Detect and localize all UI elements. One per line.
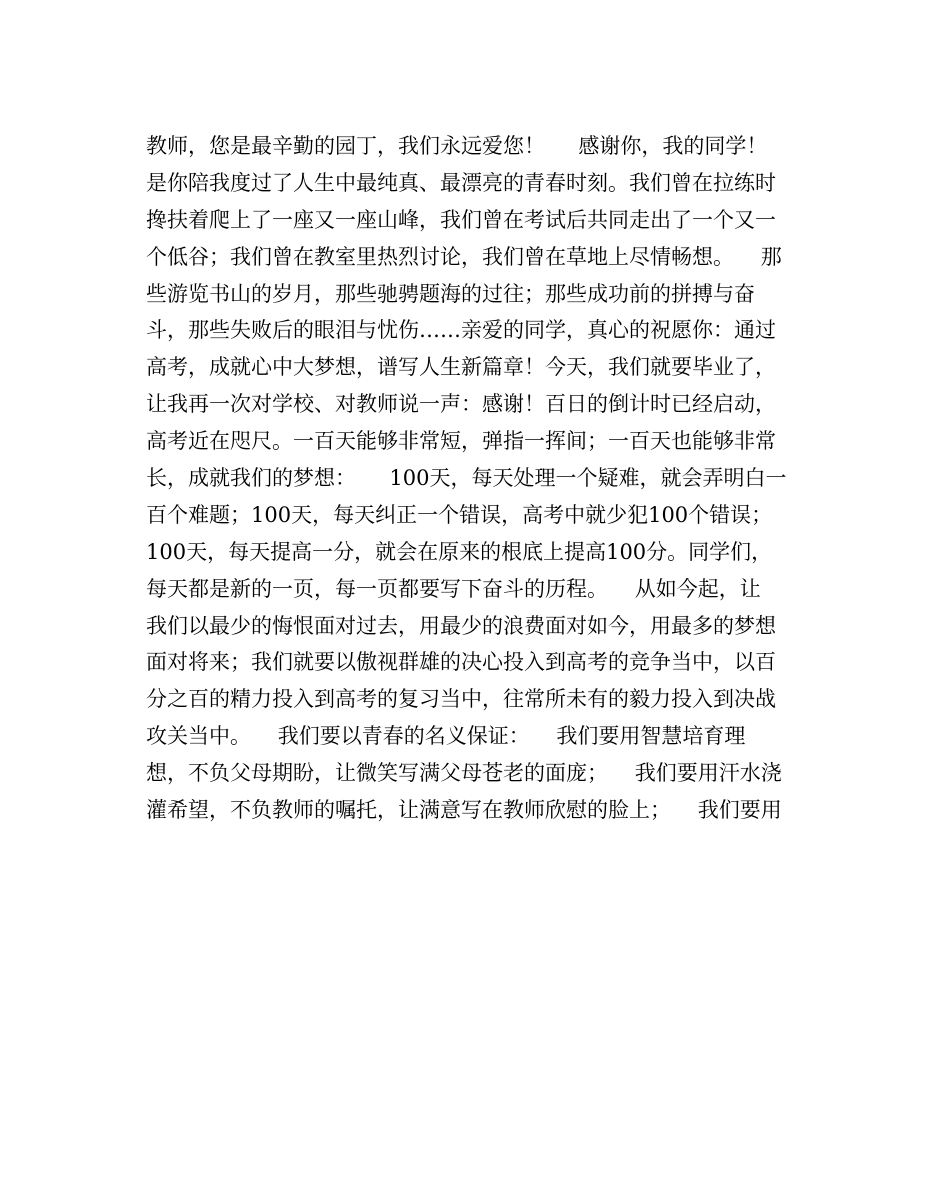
text-line: 些游览书山的岁月，那些驰骋题海的过往；那些成功前的拼搏与奋 [146, 281, 755, 306]
text-line: 我们以最少的悔恨面对过去，用最少的浪费面对如今，用最多的梦想 [146, 613, 776, 638]
text-line: 斗，那些失败后的眼泪与忧伤……亲爱的同学，真心的祝愿你：通过 [146, 318, 776, 343]
text-line: 高考，成就心中大梦想，谱写人生新篇章！今天，我们就要毕业了， [146, 355, 776, 380]
text-line: 长，成就我们的梦想： 100天，每天处理一个疑难，就会弄明白一 [146, 466, 787, 491]
text-line: 教师，您是最辛勤的园丁，我们永远爱您！ 感谢你，我的同学！ [146, 134, 768, 158]
text-line: 想，不负父母期盼，让微笑写满父母苍老的面庞； 我们要用汗水浇 [146, 761, 782, 786]
text-line: 搀扶着爬上了一座又一座山峰，我们曾在考试后共同走出了一个又一 [146, 207, 776, 232]
text-line: 攻关当中。 我们要以青春的名义保证： 我们要用智慧培育理 [146, 724, 746, 749]
text-line: 百个难题；100天，每天纠正一个错误，高考中就少犯100个错误； [146, 502, 773, 527]
text-line: 100天，每天提高一分，就会在原来的根底上提高100分。同学们， [146, 539, 773, 564]
body-text [146, 128, 816, 829]
text-line: 每天都是新的一页，每一页都要写下奋斗的历程。 从如今起，让 [146, 576, 761, 601]
text-line: 灌希望，不负教师的嘱托，让满意写在教师欣慰的脸上； 我们要用 [146, 798, 782, 823]
text-line: 高考近在咫尺。一百天能够非常短，弹指一挥间；一百天也能够非常 [146, 429, 776, 454]
text-line: 分之百的精力投入到高考的复习当中，往常所未有的毅力投入到决战 [146, 687, 776, 712]
text-line: 是你陪我度过了人生中最纯真、最漂亮的青春时刻。我们曾在拉练时 [146, 170, 776, 195]
text-line: 让我再一次对学校、对教师说一声：感谢！百日的倒计时已经启动， [146, 392, 776, 417]
text-line: 面对将来；我们就要以傲视群雄的决心投入到高考的竞争当中，以百 [146, 650, 776, 675]
text-line: 个低谷；我们曾在教室里热烈讨论，我们曾在草地上尽情畅想。 那 [146, 244, 782, 269]
